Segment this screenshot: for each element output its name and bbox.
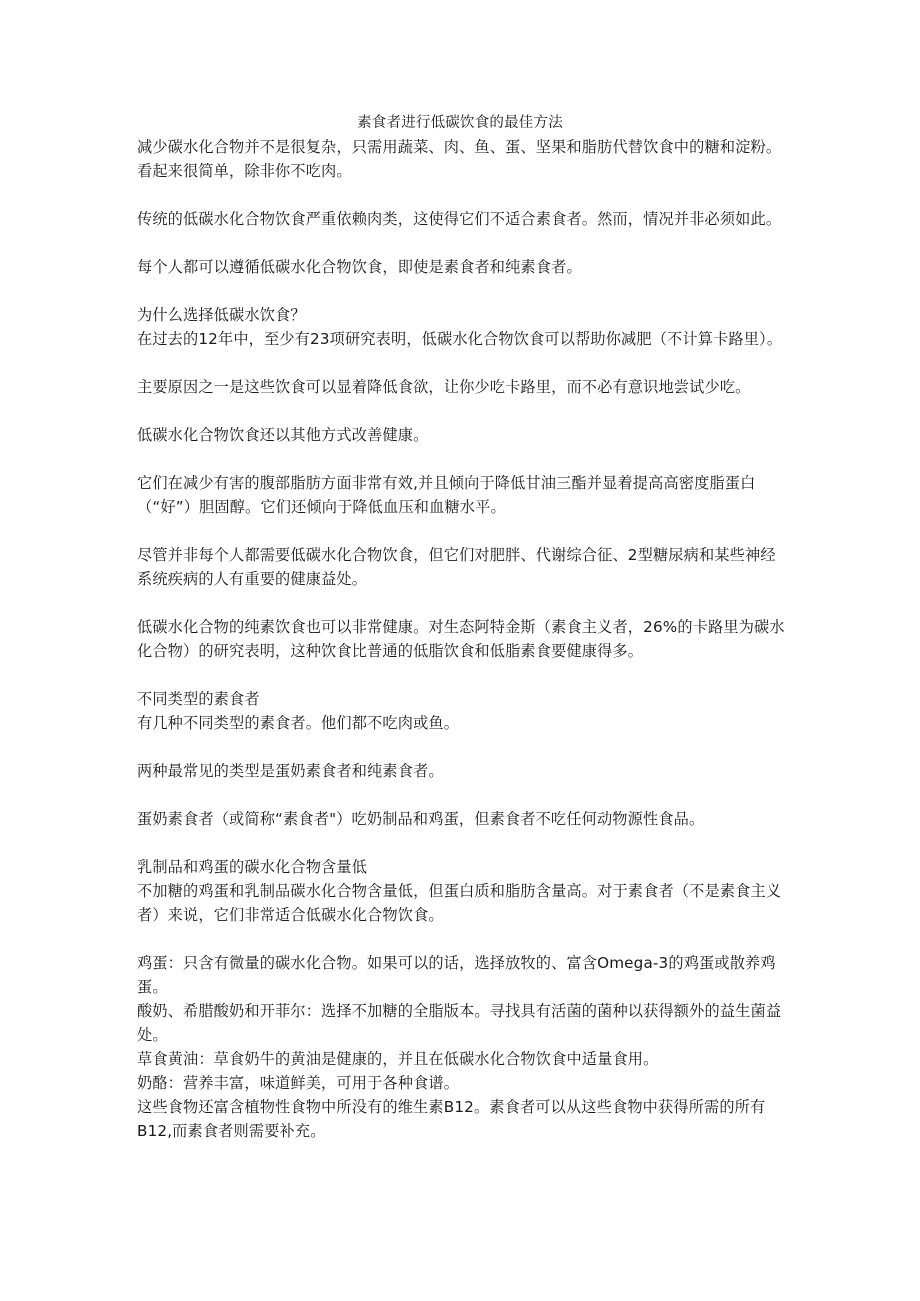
paragraph-gap: [137, 831, 787, 855]
section-heading-why-low-carb: 为什么选择低碳水饮食？: [137, 306, 306, 324]
paragraph-gap: [137, 783, 787, 807]
paragraph-gap: [137, 183, 787, 207]
food-item-eggs: 鸡蛋：只含有微量的碳水化合物。如果可以的话，选择放牧的、富含Omega-3的鸡蛋或散养鸡蛋。: [137, 954, 776, 996]
paragraph-types-intro: 有几种不同类型的素食者。他们都不吃肉或鱼。: [137, 714, 460, 732]
paragraph-gap: [137, 231, 787, 255]
paragraph-gap: [137, 663, 787, 687]
document-title: 素食者进行低碳饮食的最佳方法: [357, 115, 563, 131]
paragraph-intro: 减少碳水化合物并不是很复杂，只需用蔬菜、肉、鱼、蛋、坚果和脂肪代替饮食中的糖和淀粉。看起来很简单，除非你不吃肉。: [137, 138, 782, 180]
paragraph-lacto-ovo: 蛋奶素食者（或简称“素食者"）吃奶制品和鸡蛋，但素食者不吃任何动物源性食品。: [137, 810, 705, 828]
section-heading-dairy-eggs: 乳制品和鸡蛋的碳水化合物含量低: [137, 858, 368, 876]
paragraph-gap: [137, 279, 787, 303]
paragraph-gap: [137, 591, 787, 615]
paragraph-gap: [137, 927, 787, 951]
paragraph-health: 低碳水化合物饮食还以其他方式改善健康。: [137, 426, 429, 444]
paragraph-common-types: 两种最常见的类型是蛋奶素食者和纯素食者。: [137, 762, 444, 780]
food-item-yogurt: 酸奶、希腊酸奶和开菲尔：选择不加糖的全脂版本。寻找具有活菌的菌种以获得额外的益生菌益处。: [137, 1002, 782, 1044]
document-body: [137, 135, 787, 1143]
food-item-cheese: 奶酪：营养丰富，味道鲜美，可用于各种食谱。: [137, 1074, 460, 1092]
paragraph-gap: [137, 735, 787, 759]
paragraph-traditional-diet: 传统的低碳水化合物饮食严重依赖肉类，这使得它们不适合素食者。然而，情况并非必须如此。: [137, 210, 782, 228]
paragraph-appetite: 主要原因之一是这些饮食可以显着降低食欲，让你少吃卡路里，而不必有意识地尝试少吃。: [137, 378, 751, 396]
paragraph-eco-atkins: 低碳水化合物的纯素饮食也可以非常健康。对生态阿特金斯（素食主义者，26%的卡路里为碳水化合物）的研究表明，这种饮食比普通的低脂饮食和低脂素食要健康得多。: [137, 618, 785, 660]
paragraph-everyone: 每个人都可以遵循低碳水化合物饮食，即使是素食者和纯素食者。: [137, 258, 582, 276]
paragraph-gap: [137, 519, 787, 543]
paragraph-studies: 在过去的12年中，至少有23项研究表明，低碳水化合物饮食可以帮助你减肥（不计算卡路里）。: [137, 330, 783, 348]
paragraph-dairy-eggs: 不加糖的鸡蛋和乳制品碳水化合物含量低，但蛋白质和脂肪含量高。对于素食者（不是素食主义者）来说，它们非常适合低碳水化合物饮食。: [137, 882, 782, 924]
paragraph-gap: [137, 447, 787, 471]
food-item-butter: 草食黄油：草食奶牛的黄油是健康的，并且在低碳水化合物饮食中适量食用。: [137, 1050, 659, 1068]
paragraph-belly-fat: 它们在减少有害的腹部脂肪方面非常有效,并且倾向于降低甘油三酯并显着提高高密度脂蛋白（“好”）胆固醇。它们还倾向于降低血压和血糖水平。: [137, 474, 756, 516]
paragraph-gap: [137, 351, 787, 375]
paragraph-gap: [137, 399, 787, 423]
paragraph-b12: 这些食物还富含植物性食物中所没有的维生素B12。素食者可以从这些食物中获得所需的所有B12,而素食者则需要补充。: [137, 1098, 766, 1140]
section-heading-vegetarian-types: 不同类型的素食者: [137, 690, 260, 708]
paragraph-benefits: 尽管并非每个人都需要低碳水化合物饮食，但它们对肥胖、代谢综合征、2型糖尿病和某些神经系统疾病的人有重要的健康益处。: [137, 546, 776, 588]
